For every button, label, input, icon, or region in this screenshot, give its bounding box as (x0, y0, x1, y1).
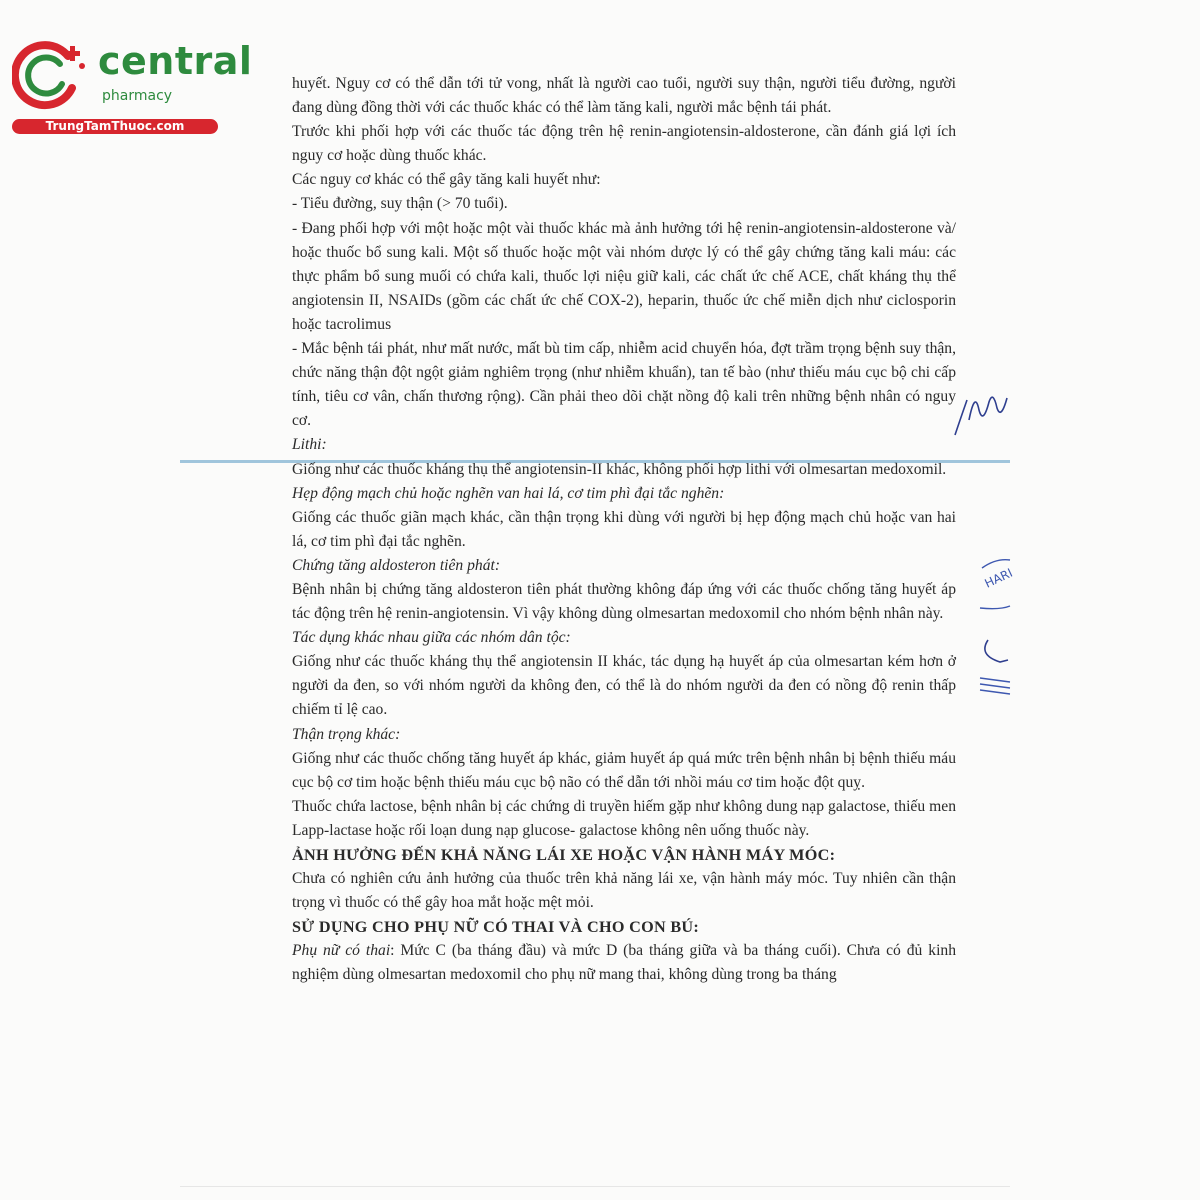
section-subheading: Tác dụng khác nhau giữa các nhóm dân tộc: (292, 629, 571, 647)
inline-italic-label: Phụ nữ có thai (292, 942, 391, 960)
paragraph: - Tiểu đường, suy thận (> 70 tuổi). (292, 195, 508, 213)
stamp-fragment-mark (970, 550, 1015, 700)
brand-url-link[interactable]: TrungTamThuoc.com (12, 119, 218, 134)
paragraph-text: : Mức C (ba tháng đầu) và mức D (ba tháng giữa và ba tháng cuối). Chưa có đủ kinh nghiệm dùng olmesartan medoxomil cho phụ nữ mang thai, không dùng trong ba tháng (292, 942, 956, 984)
section-subheading: Chứng tăng aldosteron tiên phát: (292, 556, 501, 574)
paragraph: Giống như các thuốc kháng thụ thể angiotensin II khác, tác dụng hạ huyết áp của olmesartan kém hơn ở người da đen, so với nhóm người da không đen, có thể là do nhóm người da đen có nồng độ renin thấp chiếm tỉ lệ cao. (292, 653, 956, 719)
paragraph: Chưa có nghiên cứu ảnh hưởng của thuốc trên khả năng lái xe, vận hành máy móc. Tuy nhiên cần thận trọng vì thuốc có thể gây hoa mắt hoặc mệt mỏi. (292, 870, 956, 912)
section-subheading: Lithi: (292, 436, 327, 454)
section-heading: SỬ DỤNG CHO PHỤ NỮ CÓ THAI VÀ CHO CON BÚ: (292, 918, 700, 937)
brand-subtitle: pharmacy (102, 88, 173, 104)
section-subheading: Hẹp động mạch chủ hoặc nghẽn van hai lá, cơ tim phì đại tắc nghẽn: (292, 484, 725, 502)
paragraph: Giống các thuốc giãn mạch khác, cần thận trọng khi dùng với người bị hẹp động mạch chủ hoặc van hai lá, cơ tim phì đại tắc nghẽn. (292, 508, 956, 550)
paragraph: Giống như các thuốc kháng thụ thể angiotensin-II khác, không phối hợp lithi với olmesartan medoxomil. (292, 460, 947, 478)
paragraph: huyết. Nguy cơ có thể dẫn tới tử vong, nhất là người cao tuổi, người suy thận, người tiểu đường, người đang dùng đồng thời với các thuốc khác có thể làm tăng kali, người mắc bệnh tái phát. (292, 75, 956, 117)
paragraph: Các nguy cơ khác có thể gây tăng kali huyết như: (292, 171, 601, 189)
document-body (292, 72, 956, 988)
paragraph: - Mắc bệnh tái phát, như mất nước, mất bù tim cấp, nhiễm acid chuyển hóa, đợt trầm trọng bệnh suy thận, chức năng thận đột ngột giảm nghiêm trọng (như nhiễm khuẩn), tan tế bào (như thiếu máu cục bộ chi cấp tính, tiêu cơ vân, chấn thương rộng). Cần phải theo dõi chặt nồng độ kali trên những bệnh nhân có nguy cơ. (292, 340, 956, 430)
page-bottom-edge (180, 1186, 1010, 1187)
central-pharmacy-emblem (12, 40, 90, 112)
paragraph (292, 939, 956, 987)
brand-logo[interactable] (10, 39, 253, 135)
svg-text:HARI: HARI (982, 565, 1015, 591)
brand-name: central (98, 39, 253, 83)
paragraph: - Đang phối hợp với một hoặc một vài thuốc khác mà ảnh hưởng tới hệ renin-angiotensin-aldosterone và/ hoặc thuốc bổ sung kali. Một số thuốc hoặc một vài nhóm dược lý có thể gây chứng tăng kali máu: các thực phẩm bổ sung muối có chứa kali, thuốc lợi niệu giữ kali, các chất ức chế ACE, chất kháng thụ thể angiotensin II, NSAIDs (gồm các chất ức chế COX-2), heparin, thuốc ức chế miễn dịch như ciclosporin hoặc tacrolimus (292, 219, 956, 333)
section-heading: ẢNH HƯỞNG ĐẾN KHẢ NĂNG LÁI XE HOẶC VẬN HÀNH MÁY MÓC: (292, 846, 836, 864)
paragraph: Trước khi phối hợp với các thuốc tác động trên hệ renin-angiotensin-aldosterone, cần đánh giá lợi ích nguy cơ hoặc dùng thuốc khác. (292, 123, 956, 165)
paragraph: Bệnh nhân bị chứng tăng aldosteron tiên phát thường không đáp ứng với các thuốc chống tăng huyết áp tác động trên hệ renin-angiotensin. Vì vậy không dùng olmesartan medoxomil cho nhóm bệnh nhân này. (292, 580, 956, 623)
paragraph: Giống như các thuốc chống tăng huyết áp khác, giảm huyết áp quá mức trên bệnh nhân bị bệnh thiếu máu cục bộ cơ tim hoặc bệnh thiếu máu cục bộ não có thể dẫn tới nhồi máu cơ tim hoặc đột quỵ. (292, 749, 956, 791)
paragraph: Thuốc chứa lactose, bệnh nhân bị các chứng di truyền hiếm gặp như không dung nạp galactose, thiếu men Lapp-lactase hoặc rối loạn dung nạp glucose- galactose không nên uống thuốc này. (292, 797, 956, 839)
section-subheading: Thận trọng khác: (292, 725, 401, 743)
